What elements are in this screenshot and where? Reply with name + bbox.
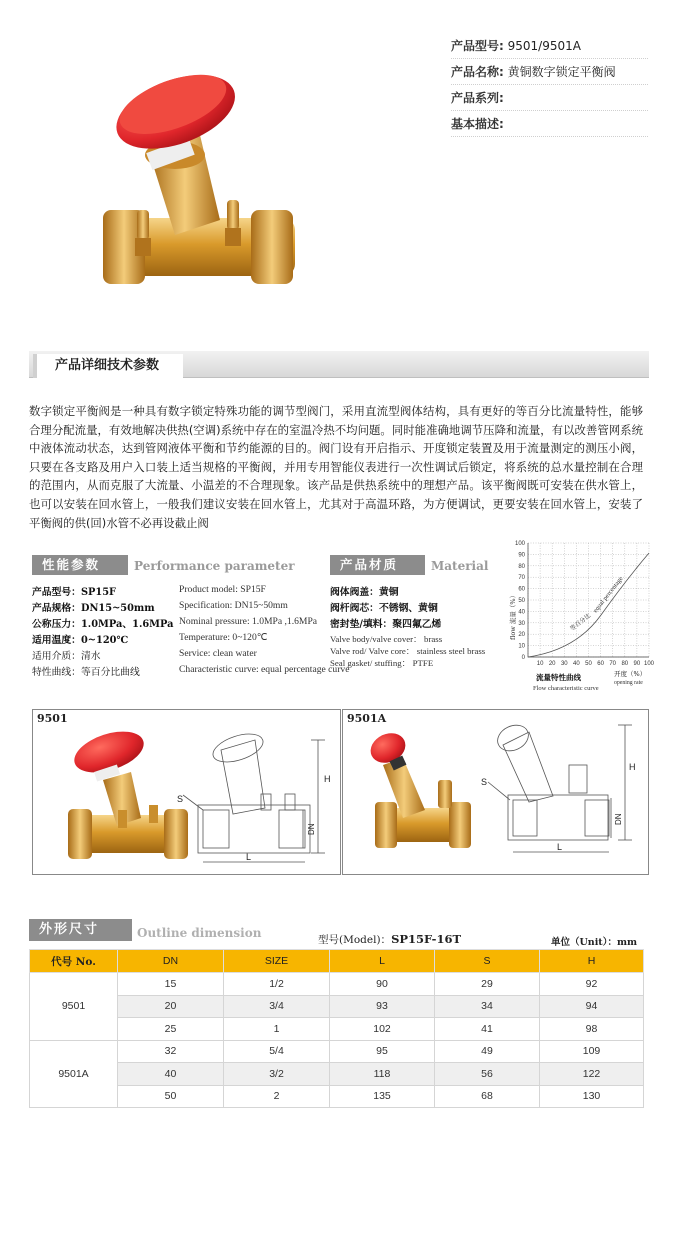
- y-tick-label: 70: [518, 575, 525, 582]
- material-tag: 产品材质: [330, 555, 425, 575]
- table-cell: 95: [330, 1040, 435, 1063]
- x-tick-label: 30: [560, 661, 568, 667]
- diagram-title-9501: 9501: [37, 712, 68, 725]
- col-header-h: H: [540, 950, 644, 973]
- table-row: [30, 995, 644, 1018]
- performance-en-4: Temperature: 0~120℃: [179, 632, 268, 643]
- table-cell: 109: [540, 1040, 644, 1063]
- performance-en-1: Product model: SP15F: [179, 584, 266, 595]
- performance-cn-2: 产品规格：DN15~50mm: [32, 603, 155, 614]
- curve-label-cn: 等百分比: [568, 612, 593, 633]
- x-tick-label: 60: [597, 661, 604, 667]
- flow-characteristic-chart: [506, 535, 655, 693]
- table-cell: 3/2: [224, 1063, 330, 1086]
- material-cn-2: 阀杆阀芯：不锈钢、黄铜: [330, 603, 438, 614]
- x-tick-label: 70: [609, 661, 617, 667]
- col-header-dn: DN: [118, 950, 224, 973]
- table-row: [30, 1063, 644, 1086]
- table-cell: 93: [330, 995, 435, 1018]
- col-header-size: SIZE: [224, 950, 330, 973]
- x-tick-label: 80: [621, 661, 629, 667]
- name-label: 产品名称:: [451, 65, 504, 79]
- table-cell: 41: [435, 1018, 540, 1041]
- table-cell: 56: [435, 1063, 540, 1086]
- curve-label-en: equal percentage: [592, 575, 625, 615]
- table-cell: 94: [540, 995, 644, 1018]
- performance-cn-3: 公称压力：1.0MPa、1.6MPa: [32, 619, 174, 630]
- y-tick-label: 90: [518, 552, 525, 559]
- dim-label-l-right: L: [557, 842, 563, 852]
- table-cell: 20: [118, 995, 224, 1018]
- x-tick-label: 90: [633, 661, 641, 667]
- description-label: 基本描述:: [451, 117, 504, 131]
- performance-tag-en: Performance parameter: [134, 559, 295, 573]
- table-cell: 29: [435, 973, 540, 996]
- y-tick-label: 80: [518, 563, 525, 570]
- y-tick-label: 30: [518, 620, 525, 627]
- x-axis-label: 开度（%）: [614, 670, 647, 678]
- series-label: 产品系列:: [451, 91, 504, 105]
- table-cell: 135: [330, 1085, 435, 1108]
- chart-caption-en: Flow characteristic curve: [533, 685, 599, 692]
- info-row-name: [451, 59, 648, 85]
- x-tick-label: 20: [548, 661, 556, 667]
- table-cell: 32: [118, 1040, 224, 1063]
- dim-label-h-right: H: [629, 762, 636, 772]
- dim-label-s-left: S: [177, 794, 184, 804]
- diagram-title-9501a: 9501A: [347, 712, 387, 725]
- table-cell: 15: [118, 973, 224, 996]
- y-tick-label: 20: [518, 632, 525, 639]
- info-row-series: [451, 85, 648, 111]
- col-header-l: L: [330, 950, 435, 973]
- table-cell: 1: [224, 1018, 330, 1041]
- table-cell: 25: [118, 1018, 224, 1041]
- col-header-s: S: [435, 950, 540, 973]
- unit-caption: [551, 934, 637, 948]
- outline-tag-en: Outline dimension: [137, 926, 262, 940]
- x-tick-label: 10: [536, 661, 544, 667]
- table-cell: 5/4: [224, 1040, 330, 1063]
- performance-en-2: Specification: DN15~50mm: [179, 600, 288, 611]
- dim-label-dn-left: DN: [307, 823, 316, 835]
- info-row-description: [451, 111, 648, 137]
- y-tick-label: 100: [514, 541, 525, 547]
- unit-caption-label: 单位（Unit）：: [551, 937, 617, 948]
- y-tick-label: 10: [518, 643, 525, 650]
- table-cell: 2: [224, 1085, 330, 1108]
- material-en-1: Valve body/valve cover： brass: [330, 634, 443, 644]
- unit-caption-value: mm: [616, 937, 638, 948]
- x-axis-label-en: opening rate: [614, 680, 643, 686]
- dim-label-l-left: L: [246, 852, 252, 862]
- table-cell: 68: [435, 1085, 540, 1108]
- performance-en-3: Nominal pressure: 1.0MPa ,1.6MPa: [179, 616, 318, 627]
- diagram-panel-9501a: [342, 709, 649, 875]
- table-row: [30, 1040, 644, 1063]
- section-header: [29, 351, 649, 378]
- model-label: 产品型号:: [451, 39, 504, 53]
- x-tick-label: 50: [585, 661, 592, 667]
- table-cell: 49: [435, 1040, 540, 1063]
- performance-cn-6: 特性曲线：等百分比曲线: [32, 667, 140, 678]
- x-tick-label: 100: [643, 661, 655, 667]
- material-en-2: Valve rod/ Valve core： stainless steel brass: [330, 646, 486, 656]
- info-row-model: [451, 33, 648, 59]
- table-cell: 118: [330, 1063, 435, 1086]
- name-value: 黄铜数字锁定平衡阀: [507, 65, 616, 79]
- model-caption-value: SP15F-16T: [391, 932, 462, 946]
- model-caption-label: 型号(Model)：: [318, 934, 392, 946]
- table-cell: 98: [540, 1018, 644, 1041]
- table-row: [30, 973, 644, 996]
- table-cell: 122: [540, 1063, 644, 1086]
- product-photo: [55, 60, 305, 295]
- x-tick-label: 40: [573, 661, 580, 667]
- dim-label-dn-right: DN: [614, 813, 623, 825]
- material-tag-en: Material: [431, 559, 489, 573]
- outline-tag: 外形尺寸: [29, 919, 132, 941]
- model-value: 9501/9501A: [507, 39, 581, 53]
- table-cell: 130: [540, 1085, 644, 1108]
- valve-9501a-drawing: [343, 710, 648, 874]
- table-cell: 34: [435, 995, 540, 1018]
- performance-en-6: Characteristic curve: equal percentage curve: [179, 664, 350, 675]
- valve-9501-drawing: [33, 710, 340, 874]
- y-axis-label: flow 流量（%）: [509, 591, 517, 640]
- model-caption: [318, 932, 461, 947]
- table-row: [30, 1085, 644, 1108]
- table-cell: 40: [118, 1063, 224, 1086]
- performance-tag: 性能参数: [32, 555, 128, 575]
- table-cell: 90: [330, 973, 435, 996]
- performance-en-5: Service: clean water: [179, 648, 257, 659]
- table-cell: 92: [540, 973, 644, 996]
- material-cn-3: 密封垫/填料：聚四氟乙烯: [330, 619, 442, 630]
- dim-label-s-right: S: [481, 777, 488, 787]
- performance-cn-5: 适用介质：清水: [32, 651, 101, 662]
- section-title: 产品详细技术参数: [33, 354, 183, 378]
- dim-label-h-left: H: [324, 774, 331, 784]
- y-tick-label: 50: [518, 598, 525, 604]
- performance-cn-4: 适用温度：0~120℃: [32, 635, 129, 646]
- table-header-row: [30, 950, 644, 973]
- table-cell: 50: [118, 1085, 224, 1108]
- chart-caption-cn: 流量特性曲线: [536, 673, 581, 682]
- performance-cn-1: 产品型号：SP15F: [32, 587, 117, 598]
- table-cell: 102: [330, 1018, 435, 1041]
- product-description: 数字锁定平衡阀是一种具有数字锁定特殊功能的调节型阀门，采用直流型阀体结构，具有更好的等百分比流量特性，能够合理分配流量，有效地解决供热(空调)系统中存在的室温冷热不均问题。同时能准确地调节压降和流量，有以改善管网系统中液体流动状态，达到管网液体平衡和节约能源的目的。阀门设有开启指示、开度锁定装置及用于流量测定的测压小阀，只要在各支路及用户入口装上适当规格的平衡阀，并用专用智能仪表进行一次性调试后锁定，将系统的总水量控制在合理的范围内，从而克服了大流量、小温差的不合理现象。该产品是供热系统中的理想产品。该平衡阀既可安装在供水管上，也可以安装在回水管上，一般我们建议安装在回水管上，尤其对于高温环路，为方便调试，更要安装在回水管上，安装了平衡阀的供(回)水管不必再设截止阀: [29, 404, 643, 530]
- y-tick-label: 40: [518, 609, 525, 616]
- table-cell: 3/4: [224, 995, 330, 1018]
- material-cn-1: 阀体阀盖：黄铜: [330, 587, 399, 598]
- y-tick-label: 0: [521, 655, 525, 661]
- table-row: [30, 1018, 644, 1041]
- col-header-code: 代号 No.: [30, 950, 118, 973]
- y-tick-label: 60: [518, 586, 525, 593]
- diagram-panel-9501: [32, 709, 341, 875]
- material-en-3: Seal gasket/ stuffing： PTFE: [330, 658, 434, 668]
- dimensions-table: [29, 949, 644, 1108]
- cell-code: 9501: [30, 973, 118, 1041]
- cell-code: 9501A: [30, 1040, 118, 1108]
- table-cell: 1/2: [224, 973, 330, 996]
